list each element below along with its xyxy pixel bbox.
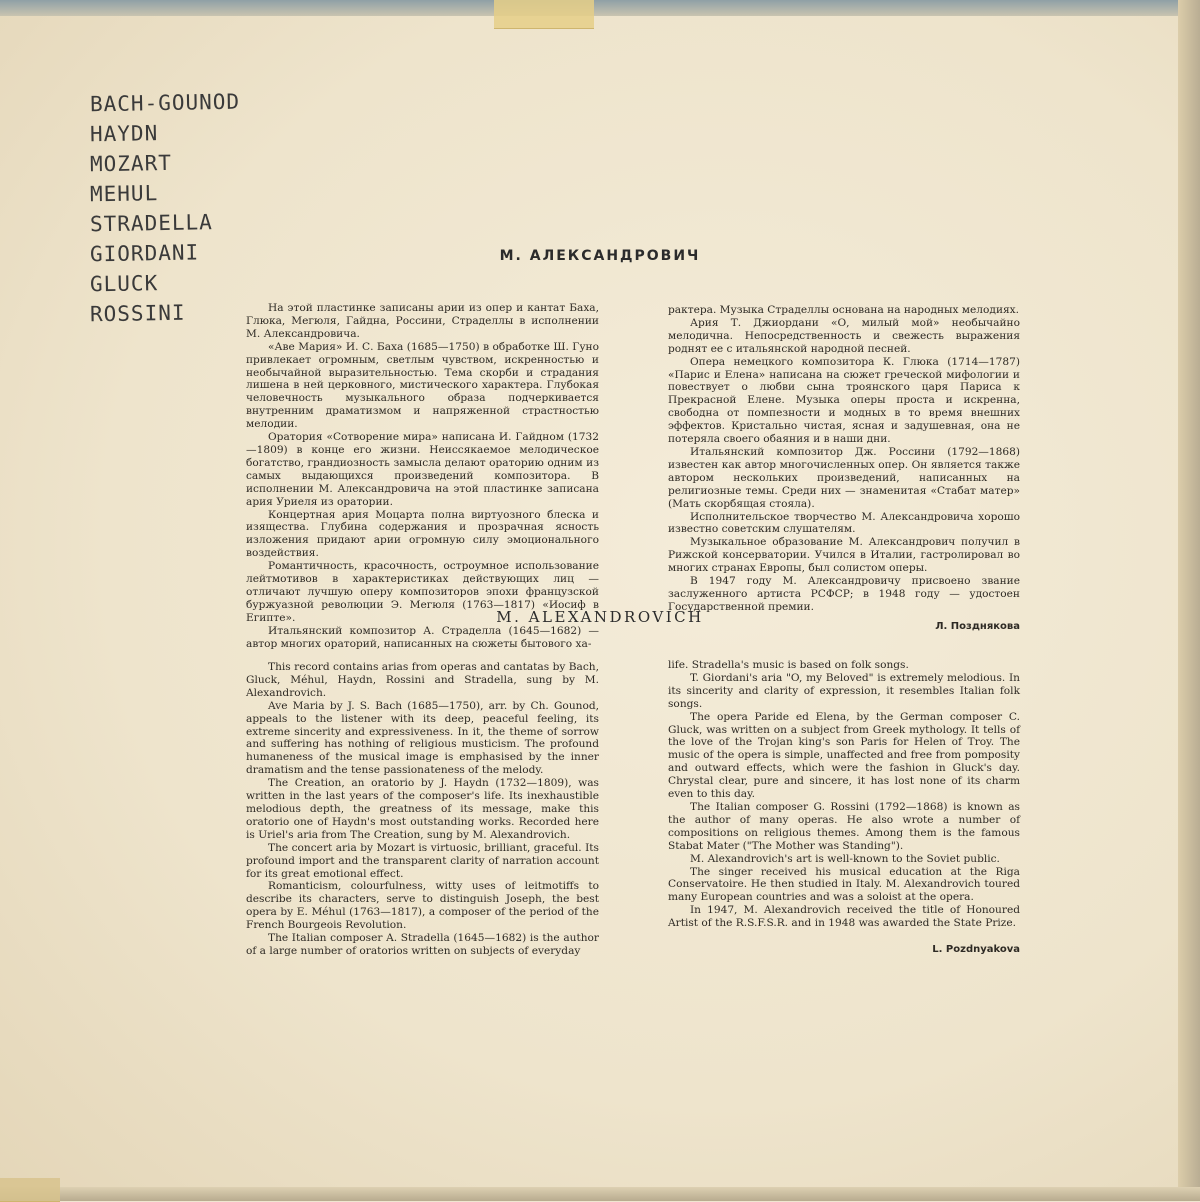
russian-column-left [246, 302, 599, 650]
paragraph: Концертная ария Моцарта полна виртуозного блеска и изящества. Глубина содержания и прозрачная ясность изложения придают арии огромную силу эмоционального воздействия. [246, 508, 599, 560]
paragraph: Опера немецкого композитора К. Глюка (1714—1787) «Парис и Елена» написана на сюжет греческой мифологии и повествует о любви сына троянского царя Париса к Прекрасной Елене. Музыка оперы проста и искренна, свободна от помпезности и модных в то время внешних эффектов. Кристально чистая, ясная и задушевная, она не потеряла своего обаяния и в наши дни. [668, 355, 1020, 446]
handwritten-composer-list [90, 88, 240, 328]
paragraph: Ave Maria by J. S. Bach (1685—1750), arr. by Ch. Gounod, appeals to the listener with its deep, peaceful feeling, its extreme sincerity and expressiveness. In it, the theme of sorrow and suffering has nothing of religious musticism. The profound humaneness of the musical image is emphasised by the inner dramatism and the tense passionateness of the melody. [246, 699, 599, 777]
tape-strip-top [494, 0, 594, 29]
handwritten-line: BACH-GOUNOD [89, 89, 241, 117]
russian-signature: Л. Позднякова [935, 620, 1020, 632]
paragraph: The concert aria by Mozart is virtuosic, brilliant, graceful. Its profound import and the transparent clarity of narration account for its great emotional effect. [246, 841, 599, 880]
handwritten-line: MEHUL [89, 181, 159, 207]
handwritten-line: MOZART [89, 150, 173, 177]
paragraph: рактера. Музыка Страделлы основана на народных мелодиях. [668, 304, 1020, 316]
english-title: M. ALEXANDROVICH [496, 608, 704, 626]
paragraph: Музыкальное образование М. Александрович получил в Рижской консерватории. Учился в Италии, гастролировал во многих странах Европы, был солистом оперы. [668, 536, 1020, 575]
paragraph: The Creation, an oratorio by J. Haydn (1732—1809), was written in the last years of the composer's life. Its inexhaustible melodious depth, the greatness of its message, make this oratorio one of Haydn's most outstanding works. Recorded here is Uriel's aria from The Creation, sung by M. Alexandrovich. [246, 777, 599, 841]
paragraph: life. Stradella's music is based on folk songs. [668, 659, 909, 671]
paragraph: Итальянский композитор А. Страделла (1645—1682) — автор многих ораторий, написанных на сюжеты бытового ха- [246, 624, 599, 650]
paragraph: The singer received his musical education at the Riga Conservatoire. He then studied in Italy. M. Alexandrovich toured many European countries and was a soloist at the opera. [668, 865, 1020, 904]
paragraph: На этой пластинке записаны арии из опер и кантат Баха, Глюка, Мегюля, Гайдна, Россини, Страделлы в исполнении М. Александровича. [246, 302, 599, 340]
paragraph: T. Giordani's aria "O, my Beloved" is extremely melodious. In its sincerity and clarity of expression, it resembles Italian folk songs. [668, 671, 1020, 710]
paragraph: Романтичность, красочность, остроумное использование лейтмотивов в характеристиках действующих лиц — отличают лучшую оперу композиторов эпохи французской буржуазной революции Э. Мегюля (1763—1817) «Иосиф в Египте». [246, 560, 599, 624]
paragraph: Ария Т. Джиордани «О, милый мой» необычайно мелодична. Непосредственность и свежесть выражения роднят ее с итальянской народной песней. [668, 316, 1020, 355]
sleeve-bottom-edge [0, 1187, 1200, 1201]
russian-column-right [668, 304, 1020, 634]
handwritten-line: GLUCK [89, 271, 159, 297]
russian-title: М. АЛЕКСАНДРОВИЧ [499, 248, 701, 264]
handwritten-line: ROSSINI [89, 300, 186, 327]
paragraph: Romanticism, colourfulness, witty uses of leitmotiffs to describe its characters, serve to distinguish Joseph, the best opera by E. Méhul (1763—1817), a composer of the period of the French Bourgeois Revolution. [246, 880, 599, 932]
paragraph: The Italian composer G. Rossini (1792—1868) is known as the author of many operas. He also wrote a number of compositions on religious themes. Among them is the famous Stabat Mater ("The Mother was Standing"). [668, 800, 1020, 852]
handwritten-line: STRADELLA [89, 210, 213, 237]
tape-strip-bottom-left [0, 1178, 60, 1202]
paragraph: В 1947 году М. Александровичу присвоено звание заслуженного артиста РСФСР; в 1948 году — удостоен Государственной премии. [668, 575, 1020, 613]
sleeve-top-edge [0, 0, 1200, 16]
sleeve-right-edge [1178, 0, 1200, 1201]
paragraph: Итальянский композитор Дж. Россини (1792—1868) известен как автор многочисленных опер. Он является также автором нескольких произведений, написанных на религиозные темы. Среди них — знаменитая «Стабат матер» (Мать скорбящая стояла). [668, 445, 1020, 510]
paragraph: The Italian composer A. Stradella (1645—1682) is the author of a large number of oratorios written on subjects of everyday [246, 932, 599, 957]
paragraph: Оратория «Сотворение мира» написана И. Гайдном (1732—1809) в конце его жизни. Неиссякаемое мелодическое богатство, грандиозность замысла делают ораторию одним из самых выдающихся произведений композитора. В исполнении М. Александровича на этой пластинке записана ария Уриеля из оратории. [246, 431, 599, 508]
english-signature: L. Pozdnyakova [932, 944, 1020, 956]
paragraph: M. Alexandrovich's art is well-known to the Soviet public. [690, 852, 1000, 865]
paragraph: The opera Paride ed Elena, by the German composer C. Gluck, was written on a subject from Greek mythology. It tells of the love of the Trojan king's son Paris for Helen of Troy. The music of the opera is simple, unaffected and free from pomposity and outward effects, which were the fashion in Gluck's day. Chrystal clear, pure and sincere, it has lost none of its charm even to this day. [668, 710, 1020, 801]
paragraph: This record contains arias from operas and cantatas by Bach, Gluck, Méhul, Haydn, Rossini and Stradella, sung by M. Alexandrovich. [246, 661, 599, 699]
english-column-right [668, 659, 1020, 957]
paragraph: In 1947, M. Alexandrovich received the title of Honoured Artist of the R.S.F.S.R. and in 1948 was awarded the State Prize. [668, 904, 1020, 930]
paragraph: Исполнительское творчество М. Александровича хорошо известно советским слушателям. [668, 510, 1020, 536]
handwritten-line: HAYDN [89, 121, 159, 147]
paragraph: «Аве Мария» И. С. Баха (1685—1750) в обработке Ш. Гуно привлекает огромным, светлым чувством, искренностью и необычайной выразительностью. Тема скорби и страдания лишена в ней церковного, мистического характера. Глубокая человечность музыкального образа подчеркивается внутренним драматизмом и напряженной страстностью мелодии. [246, 340, 599, 431]
english-column-left [246, 661, 599, 958]
handwritten-line: GIORDANI [89, 240, 200, 267]
